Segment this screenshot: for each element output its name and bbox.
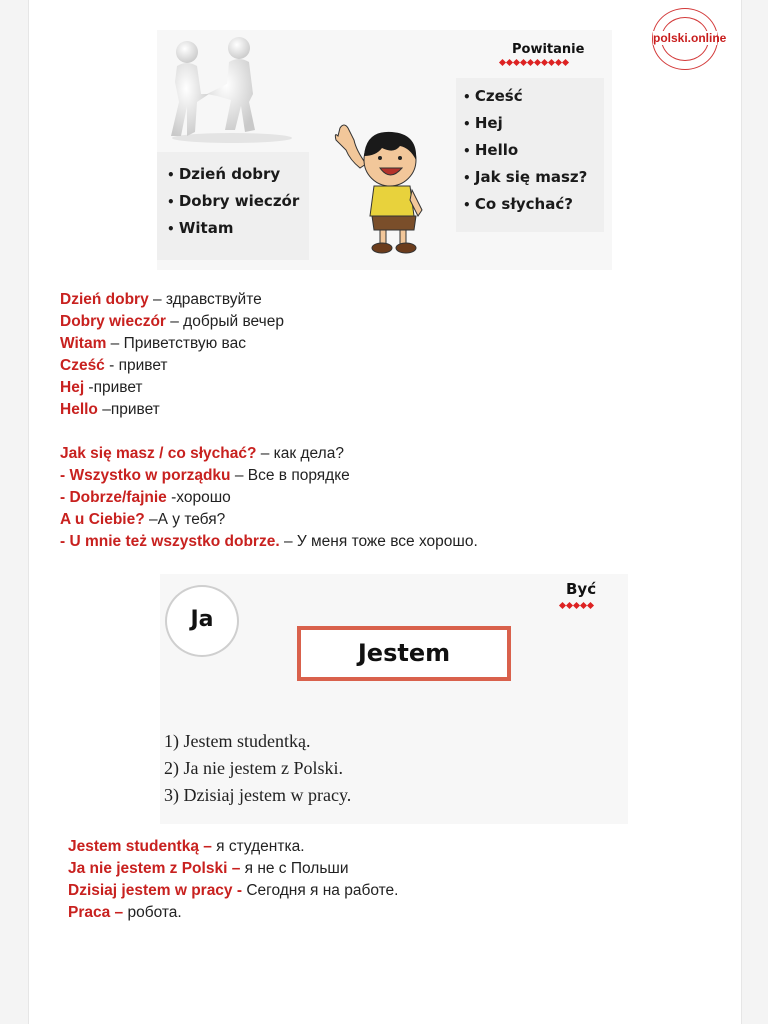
phrase-row <box>60 509 478 531</box>
list-item: • Jak się masz? <box>463 164 604 191</box>
phrase-row <box>60 487 478 509</box>
vocabulary-list <box>60 289 478 553</box>
phrase-row <box>60 465 478 487</box>
polish-term: - Wszystko w porządku <box>60 467 231 484</box>
polish-term: Hej <box>60 379 85 396</box>
polish-term: Dzisiaj jestem w pracy - <box>68 882 243 899</box>
verb-form-box: Jestem <box>297 626 511 681</box>
formal-greetings-box <box>157 152 309 260</box>
vocab-row <box>60 333 478 355</box>
example-sentence: 3) Dzisiaj jestem w pracy. <box>164 785 352 805</box>
polish-term: Witam <box>60 335 107 352</box>
vocab-row <box>60 377 478 399</box>
russian-translation: -хорошо <box>166 489 231 506</box>
site-logo <box>652 8 727 70</box>
informal-greetings-list <box>456 78 604 218</box>
russian-translation: – Приветствую вас <box>106 335 246 352</box>
list-item: • Dobry wieczór <box>167 188 309 215</box>
translation-row <box>68 880 398 902</box>
list-item: • Witam <box>167 215 309 242</box>
formal-greetings-list <box>157 152 309 242</box>
polish-term: Ja nie jestem z Polski – <box>68 860 241 877</box>
russian-translation: –привет <box>97 401 160 418</box>
vocab-row <box>60 289 478 311</box>
vocab-row <box>60 311 478 333</box>
section-title-byc: Być <box>566 580 597 598</box>
russian-translation: –А у тебя? <box>144 511 226 528</box>
vocab-row <box>60 355 478 377</box>
list-item: • Hej <box>463 110 604 137</box>
russian-translation: – Все в порядке <box>230 467 350 484</box>
polish-term: Jestem studentką – <box>68 838 212 855</box>
russian-translation: – добрый вечер <box>165 313 284 330</box>
waving-boy-illustration <box>330 120 430 258</box>
list-item: • Cześć <box>463 83 604 110</box>
list-item: • Dzień dobry <box>167 161 309 188</box>
logo-text: polski.online <box>653 31 727 45</box>
polish-term: Cześć <box>60 357 105 374</box>
example-sentences <box>164 728 351 809</box>
russian-translation: -привет <box>84 379 143 396</box>
translation-row <box>68 858 398 880</box>
polish-term: Praca – <box>68 904 124 921</box>
polish-term: Hello <box>60 401 98 418</box>
example-sentence: 1) Jestem studentką. <box>164 731 311 751</box>
polish-term: - U mnie też wszystko dobrze. <box>60 533 280 550</box>
decorative-dots <box>560 603 593 607</box>
translation-row <box>68 836 398 858</box>
russian-translation: я студентка. <box>211 838 305 855</box>
spacer <box>60 421 478 443</box>
vocab-row <box>60 399 478 421</box>
russian-translation: – как дела? <box>256 445 344 462</box>
decorative-dots <box>500 60 568 64</box>
polish-term: A u Ciebie? <box>60 511 145 528</box>
pronoun-circle: Ja <box>165 585 239 657</box>
polish-term: Dobry wieczór <box>60 313 166 330</box>
russian-translation: робота. <box>123 904 182 921</box>
handshake-figures-illustration <box>157 32 307 144</box>
phrase-row <box>60 443 478 465</box>
section-title-powitanie: Powitanie <box>512 42 585 57</box>
russian-translation: Сегодня я на работе. <box>242 882 399 899</box>
example-sentence: 2) Ja nie jestem z Polski. <box>164 758 343 778</box>
russian-translation: я не с Польши <box>240 860 349 877</box>
list-item: • Co słychać? <box>463 191 604 218</box>
informal-greetings-box <box>456 78 604 232</box>
polish-term: Dzień dobry <box>60 291 149 308</box>
list-item: • Hello <box>463 137 604 164</box>
translation-list <box>68 836 398 924</box>
phrase-row <box>60 531 478 553</box>
russian-translation: – здравствуйте <box>148 291 262 308</box>
russian-translation: - привет <box>104 357 168 374</box>
polish-term: - Dobrze/fajnie <box>60 489 167 506</box>
russian-translation: – У меня тоже все хорошо. <box>279 533 478 550</box>
translation-row <box>68 902 398 924</box>
polish-term: Jak się masz / co słychać? <box>60 445 257 462</box>
